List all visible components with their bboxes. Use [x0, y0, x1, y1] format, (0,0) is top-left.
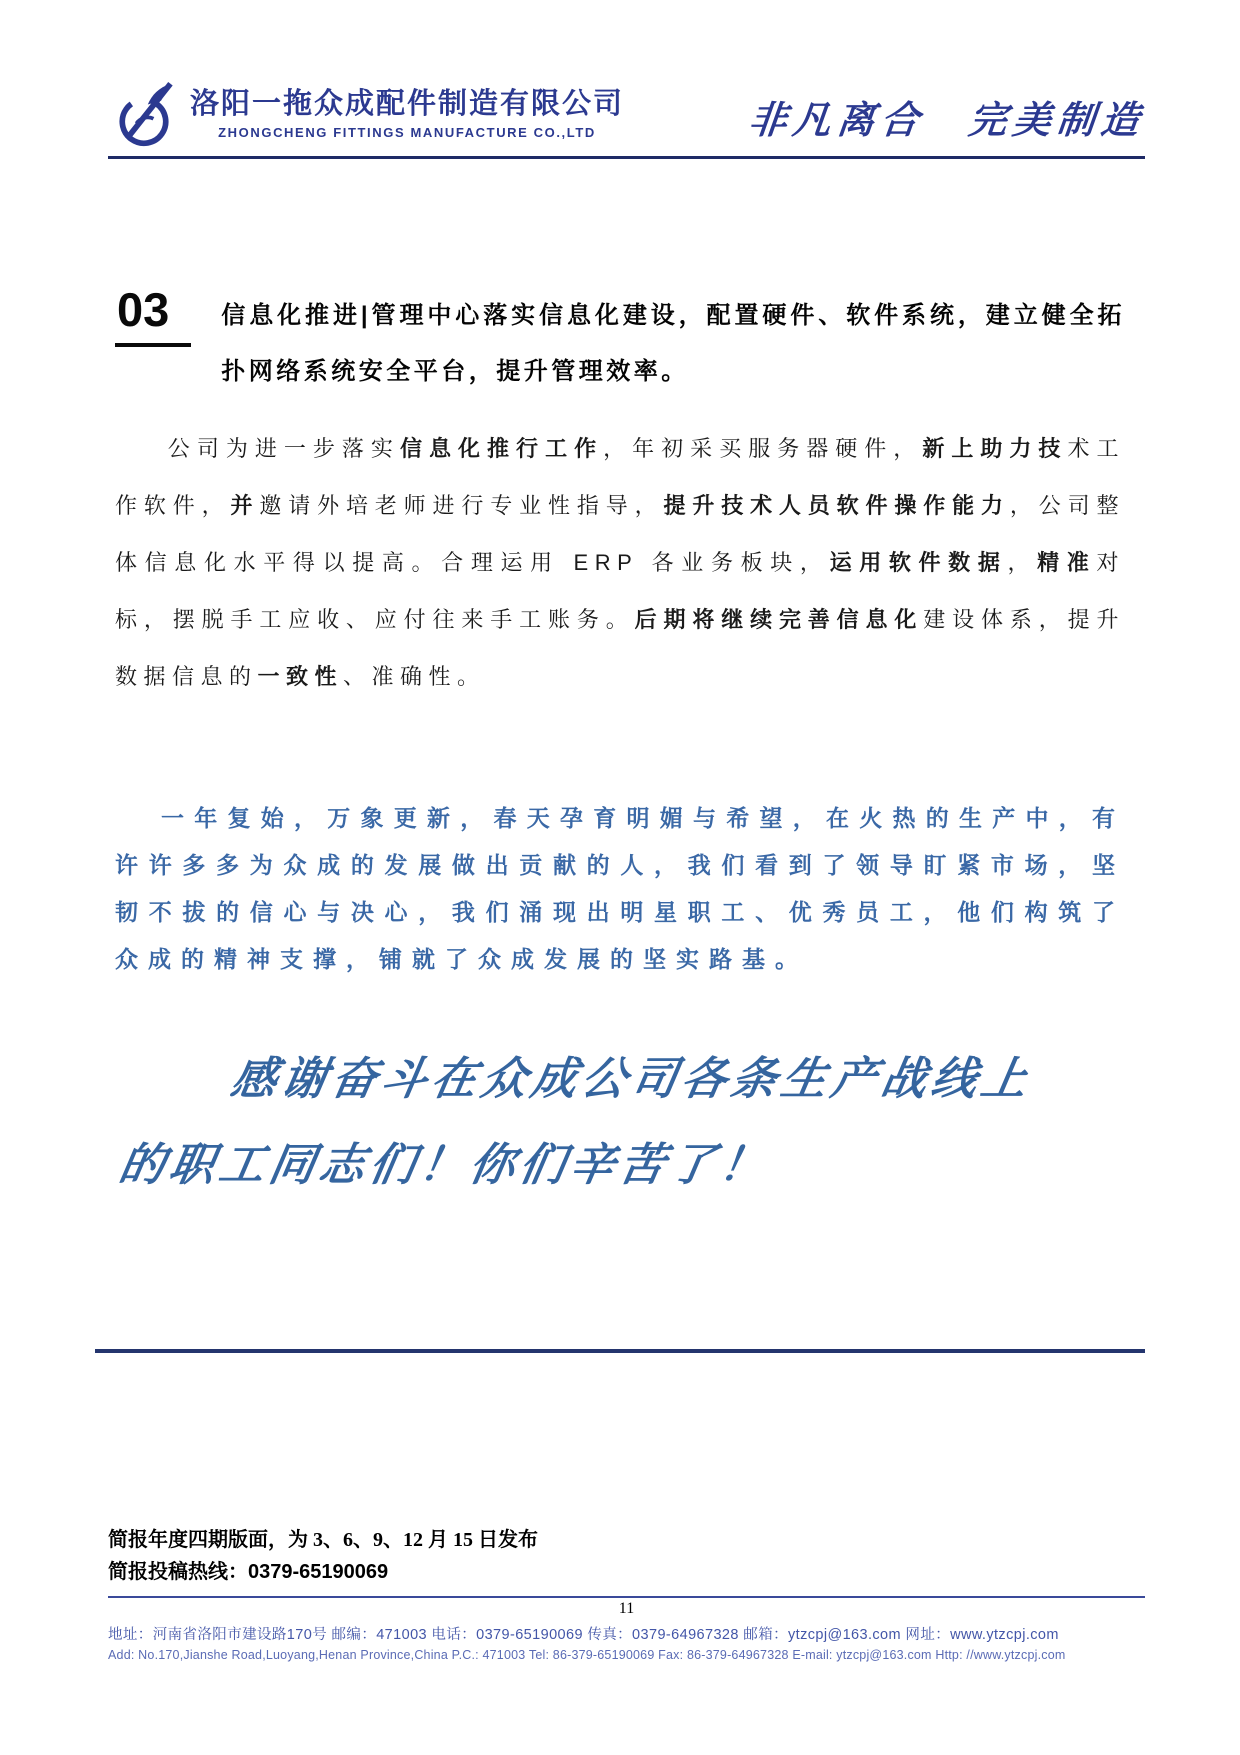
newyear-paragraph: 一年复始，万象更新，春天孕育明媚与希望，在火热的生产中，有许许多多为众成的发展做出贡献的人，我们看到了领导盯紧市场，坚韧不拔的信心与决心，我们涌现出明星职工、优秀员工，他们构筑了众成的精神支撑，铺就了众成发展的坚实路基。 — [115, 805, 1125, 972]
company-name-en: ZHONGCHENG FITTINGS MANUFACTURE CO.,LTD — [218, 124, 596, 140]
company-name-block — [190, 88, 624, 139]
company-slogan: 非凡离合 完美制造 — [746, 100, 1147, 142]
hotline-number: 0379-65190069 — [248, 1561, 389, 1583]
section-number: 03 — [115, 288, 191, 347]
company-logo — [108, 80, 624, 148]
article-paragraph: 公司为进一步落实信息化推行工作，年初采买服务器硬件，新上助力技术工作软件，并邀请外培老师进行专业性指导，提升技术人员软件操作能力，公司整体信息化水平得以提高。合理运用 ERP 各业务板块，运用软件数据，精准对标，摆脱手工应收、应付往来手工账务。后期将继续完善信息化建设体系，提升数据信息的一致性、准确性。 — [115, 436, 1125, 689]
hotline-line — [108, 1556, 1145, 1588]
page-number: 11 — [618, 1600, 635, 1617]
publish-schedule: 简报年度四期版面，为 3、6、9、12 月 15 日发布 — [108, 1529, 538, 1551]
footer-divider-thick — [95, 1349, 1145, 1353]
address-line-en: Add: No.170,Jianshe Road,Luoyang,Henan Province,China P.C.: 471003 Tel: 86-379-65190069 Fax: 86-379-64967328 E-mail: ytzcpj@163.com Http: //www.ytzcpj.com — [108, 1648, 1066, 1662]
company-name-zh: 洛阳一拖众成配件制造有限公司 — [190, 88, 625, 121]
feather-circle-logo-icon — [108, 80, 180, 148]
hotline-label: 简报投稿热线： — [108, 1561, 248, 1583]
footer-divider-thin — [108, 1596, 1145, 1598]
article-section-03 — [115, 283, 1125, 705]
thanks-headline — [115, 1052, 1125, 1192]
page-header — [108, 62, 1145, 159]
section-title: 信息化推进|管理中心落实信息化建设，配置硬件、软件系统，建立健全拓扑网络系统安全平台，提升管理效率。 — [221, 302, 1125, 385]
page-footer — [108, 1524, 1145, 1662]
thanks-headline-line2: 的职工同志们！你们辛苦了！ — [115, 1139, 775, 1190]
thanks-headline-line1: 感谢奋斗在众成公司各条生产战线上 — [227, 1053, 1037, 1104]
address-line-zh: 地址：河南省洛阳市建设路170号 邮编：471003 电话：0379-65190069 传真：0379-64967328 邮箱：ytzcpj@163.com 网址：www.ytzcpj.com — [108, 1627, 1059, 1643]
